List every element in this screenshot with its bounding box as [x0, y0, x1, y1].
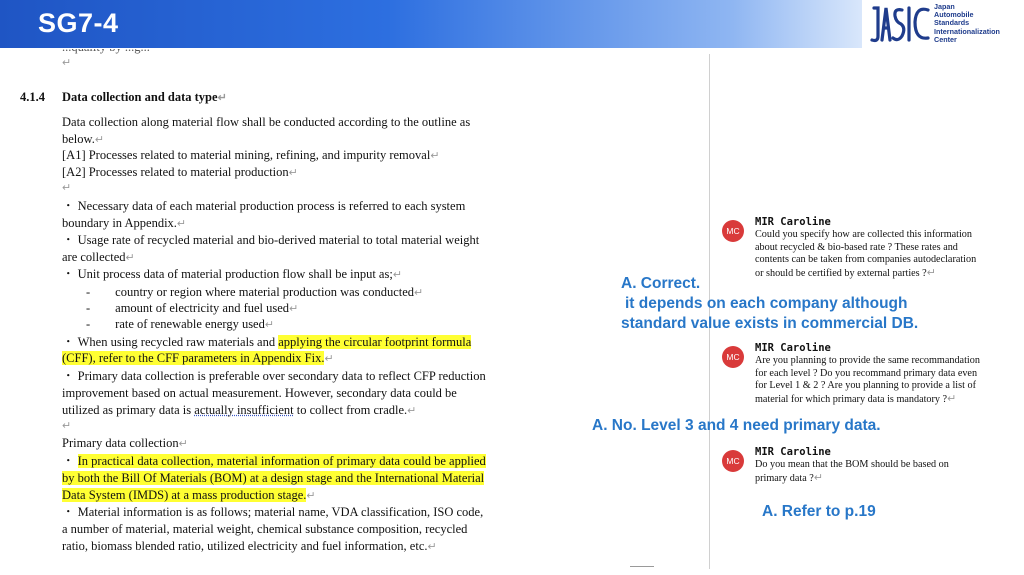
doc-line: ・ Material information is as follows; material name, VDA classification, ISO code, [62, 505, 484, 519]
doc-line: - amount of electricity and fuel used↵ [86, 301, 299, 315]
highlighted-text: Data System (IMDS) at a mass production stage. [62, 488, 307, 502]
comment-author: MIR Caroline [755, 342, 831, 354]
doc-line: ・ Necessary data of each material production process is referred to each system [62, 199, 466, 213]
doc-line: ・ When using recycled raw materials and applying the circular footprint formula [62, 335, 472, 349]
slide-title: SG7-4 [38, 8, 119, 38]
highlighted-text: (CFF), refer to the CFF parameters in Appendix Fix. [62, 351, 325, 365]
doc-line: are collected↵ [62, 250, 135, 264]
paragraph-mark-icon: ↵ [62, 182, 72, 194]
doc-line: (CFF), refer to the CFF parameters in Appendix Fix.↵ [62, 351, 334, 365]
avatar: MC [722, 450, 744, 472]
doc-line: ・ In practical data collection, material information of primary data could be applied [62, 454, 486, 468]
doc-line: [A1] Processes related to material mining, refining, and impurity removal↵ [62, 148, 440, 162]
underlined-text: actually insufficient [194, 403, 294, 417]
answer-1: A. Correct. it depends on each company although standard value exists in commercial DB. [621, 275, 919, 332]
paragraph-mark-icon: ↵ [62, 420, 72, 432]
doc-line: Primary data collection↵ [62, 436, 188, 450]
jasic-logo-icon [868, 2, 932, 46]
logo-line: Japan [934, 2, 955, 11]
doc-line: - rate of renewable energy used↵ [86, 317, 275, 331]
avatar: MC [722, 346, 744, 368]
doc-line: ratio, biomass blended ratio, utilized electricity and fuel information, etc.↵ [62, 539, 437, 553]
logo-line: Automobile [934, 10, 974, 20]
doc-line: boundary in Appendix.↵ [62, 216, 187, 230]
jasic-logo [864, 0, 1024, 48]
doc-line: utilized as primary data is actually insufficient to collect from cradle.↵ [62, 403, 417, 417]
doc-line: [A2] Processes related to material production↵ [62, 165, 298, 179]
comment-author: MIR Caroline [755, 216, 831, 228]
doc-line: Data collection along material flow shall be conducted according to the outline as [62, 115, 471, 129]
doc-line: ・ Primary data collection is preferable over secondary data to reflect CFP reduction [62, 369, 486, 383]
logo-line: Standards [934, 18, 970, 28]
doc-line: a number of material, material weight, chemical substance composition, recycled [62, 522, 468, 536]
highlighted-text: In practical data collection, material information of primary data could be applied [77, 454, 486, 468]
doc-line: below.↵ [62, 132, 105, 146]
avatar: MC [722, 220, 744, 242]
comment-author: MIR Caroline [755, 446, 831, 458]
comment-text: Do you mean that the BOM should be based on primary data ?↵ [755, 459, 949, 484]
header-bar [0, 0, 862, 48]
page-edge-mark [630, 566, 654, 567]
doc-line: improvement based on actual measurement. However, secondary data could be [62, 386, 457, 400]
logo-line: Internationalization [934, 26, 1000, 36]
doc-line: Data System (IMDS) at a mass production stage.↵ [62, 488, 316, 502]
comment-text: Could you specify how are collected this information about recycled & bio-based rate ? These rates and contents can be taken from companies autodeclaration or should be certified by external parties ?↵ [755, 229, 977, 280]
comment-text: Are you planning to provide the same recommandation for each level ? Do you recommand primary data even for Level 1 & 2 ? Are you planning to provide a list of material for which primary data is mandatory ?↵ [755, 355, 980, 406]
highlighted-text: applying the circular footprint formula [278, 335, 472, 349]
doc-line: - country or region where material production was conducted↵ [86, 285, 424, 299]
answer-2: A. No. Level 3 and 4 need primary data. [592, 417, 881, 434]
section-title: Data collection and data type↵ [62, 90, 227, 104]
logo-wordmark [934, 3, 1000, 44]
section-number: 4.1.4 [20, 90, 45, 104]
paragraph-mark-icon: ↵ [217, 92, 227, 104]
doc-line: ・ Usage rate of recycled material and bio-derived material to total material weight [62, 233, 480, 247]
logo-line: Center [934, 34, 957, 44]
doc-line [62, 470, 484, 487]
paragraph-mark-icon: ↵ [62, 57, 72, 69]
answer-3: A. Refer to p.19 [762, 503, 876, 520]
document-page [0, 48, 710, 575]
doc-line: ・ Unit process data of material production flow shall be input as;↵ [62, 267, 403, 281]
highlighted-text: by both the Bill Of Materials (BOM) at a design stage and the International Material [62, 471, 485, 485]
